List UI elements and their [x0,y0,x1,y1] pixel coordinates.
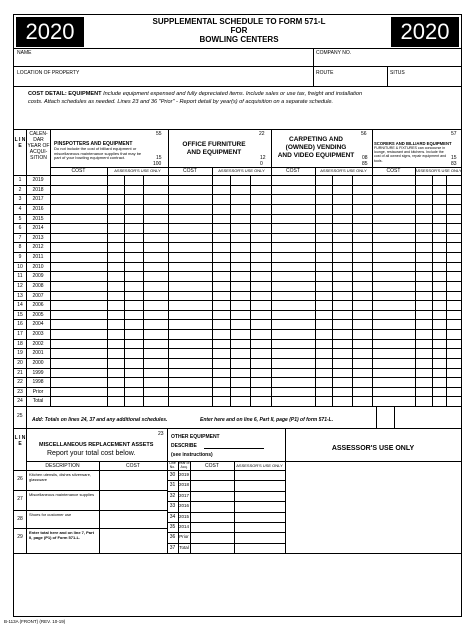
misc-description-label: DESCRIPTION [45,463,80,469]
row-year: 2007 [32,292,44,299]
cost-field-col3[interactable] [272,186,315,195]
cost-field-col4[interactable] [373,340,415,349]
other-cost-field[interactable] [191,492,233,501]
cost-field-col1[interactable] [51,186,107,195]
cost-field-col1[interactable] [51,195,107,204]
col1-num-bot1: 15 [156,155,162,161]
col2-num-bot2: 0 [260,161,263,167]
other-line-number: 34 [169,513,176,520]
col2-assessor-label: ASSESSOR'S USE ONLY [218,168,265,173]
cost-field-col4[interactable] [373,263,415,272]
row-line-number: 10 [17,263,23,270]
row-year: 2018 [32,186,44,193]
cost-field-col2[interactable] [169,234,212,243]
row-line-number: 21 [17,369,23,376]
other-cost-label: COST [205,463,219,469]
row-line-number: 18 [17,340,23,347]
row-line-number: 2 [18,186,22,193]
row-line-number: 6 [18,225,22,232]
other-cost-field[interactable] [191,544,233,553]
misc-cost-field[interactable] [100,529,166,552]
misc-subtitle: Report your total cost below. [47,450,136,457]
name-label: NAME [17,50,32,56]
misc-line-header: L I N E [14,435,26,447]
cost-field-col3[interactable] [272,243,315,252]
cost-detail [28,90,458,106]
year-header: CALEN- DAR YEAR OF ACQUI- SITION [27,131,50,161]
misc-description: Shoes for customer use [29,512,72,517]
cost-field-col3[interactable] [272,292,315,301]
cost-field-col3[interactable] [272,215,315,224]
row-year: 2006 [32,302,44,309]
col4-note: FURNITURE & FIXTURES can concourse in lounge, restaurant and kitchens. Include the cost of all owned signs, repair equipment and tools. [374,146,447,163]
cost-field-col4[interactable] [373,176,415,185]
route-label: ROUTE [316,70,334,76]
col3-title-1: CARPETING AND [289,136,343,143]
col3-num-top: 56 [361,131,367,137]
cost-field-col4[interactable] [373,378,415,387]
cost-field-col3[interactable] [272,272,315,281]
other-line-label: Line No. [169,461,176,469]
col3-num-bot2: 85 [362,161,368,167]
cost-field-col3[interactable] [272,205,315,214]
cost-field-col4[interactable] [373,301,415,310]
col2-num-bot1: 12 [260,155,266,161]
cost-field-col3[interactable] [272,224,315,233]
company-no-label: COMPANY NO. [316,50,352,56]
cost-detail-text-2: costs. Attach schedules as needed. Lines 23 and 36 "Prior" - Report detail by year(s) of acquisition on a separate schedule. [28,99,334,105]
name-field[interactable] [14,55,313,66]
cost-field-col1[interactable] [51,263,107,272]
cost-field-col1[interactable] [51,243,107,252]
col3-cost-label: COST [286,168,300,174]
cost-field-col1[interactable] [51,340,107,349]
cost-field-col4[interactable] [373,243,415,252]
row-line-number: 17 [17,331,23,337]
row-line-number: 7 [18,234,22,241]
cost-field-col3[interactable] [272,234,315,243]
cost-field-col2[interactable] [169,215,212,224]
describe-label: DESCRIBE [171,443,197,449]
see-instructions: (see instructions) [171,452,213,458]
cost-field-col4[interactable] [373,320,415,329]
cost-field-col4[interactable] [373,205,415,214]
cost-field-col4[interactable] [373,330,415,339]
row-line-number: 19 [17,350,23,357]
cost-field-col4[interactable] [373,272,415,281]
cost-field-col3[interactable] [272,340,315,349]
cost-field-col4[interactable] [373,369,415,378]
cost-field-col4[interactable] [373,349,415,358]
row-year: 2017 [32,196,44,203]
cost-field-col3[interactable] [272,301,315,310]
other-line-number: 31 [169,482,176,489]
col3-title-2: (OWNED) VENDING [285,144,347,151]
row-line-number: 11 [17,273,23,280]
cost-field-col1[interactable] [51,253,107,262]
line-25-text-2: Enter here and on line 6, Part II, page (P1) of form 571-L. [200,417,334,423]
col2-cost-label: COST [183,168,197,174]
cost-field-col3[interactable] [272,397,315,406]
cost-field-col3[interactable] [272,282,315,291]
cost-field-col1[interactable] [51,292,107,301]
col1-title: PINSPOTTERS AND EQUIPMENT [54,141,133,147]
company-no-field[interactable] [314,55,461,66]
col2-title-2: AND EQUIPMENT [186,149,242,156]
col2-title-1: OFFICE FURNITURE [182,141,246,148]
row-line-number: 23 [17,388,23,395]
cost-field-col3[interactable] [272,263,315,272]
row-line-number: 13 [17,292,23,299]
location-label: LOCATION OF PROPERTY [17,70,80,76]
misc-description: Kitchen utensils, dishes silverware, glassware [29,472,92,482]
cost-field-col3[interactable] [272,330,315,339]
row-line-number: 9 [18,254,22,260]
row-year: 2009 [32,273,44,280]
other-year: 2017 [178,492,189,498]
other-line-number: 36 [169,534,176,541]
cost-field-col3[interactable] [272,388,315,397]
form-page [13,14,462,617]
other-year: 2015 [178,513,189,519]
other-year-label: Year of Acq. [178,461,190,469]
cost-field-col2[interactable] [169,272,212,281]
cost-field-col4[interactable] [373,195,415,204]
col2-num-top: 22 [259,131,265,137]
row-year: 2019 [32,177,44,183]
cost-field-col3[interactable] [272,320,315,329]
year-right: 2020 [391,17,459,47]
misc-line-number: 29 [17,534,23,540]
row-line-number: 4 [18,205,22,212]
row-year: 2011 [32,254,44,260]
misc-line-number: 26 [17,476,23,482]
cost-field-col1[interactable] [51,224,107,233]
route-field[interactable] [314,76,387,86]
row-line-number: 20 [17,359,23,366]
other-equipment-title: OTHER EQUIPMENT [171,434,220,440]
row-year: 2013 [32,234,44,241]
row-line-number: 1 [18,177,22,183]
cost-field-col4[interactable] [373,359,415,368]
other-cost-field[interactable] [191,471,233,480]
cost-field-col1[interactable] [51,388,107,397]
describe-field[interactable] [204,441,264,448]
cost-field-col1[interactable] [51,205,107,214]
title-line-1: SUPPLEMENTAL SCHEDULE TO FORM 571-L [152,17,326,26]
cost-field-col3[interactable] [272,311,315,320]
cost-field-col1[interactable] [51,330,107,339]
row-line-number: 15 [17,311,23,318]
col3-title [272,136,360,160]
cost-field-col2[interactable] [169,388,212,397]
other-line-number: 33 [169,503,176,510]
cost-field-col2[interactable] [169,397,212,406]
cost-field-col2[interactable] [169,320,212,329]
cost-field-col2[interactable] [169,263,212,272]
row-year: 2014 [32,225,44,232]
title-line-3: BOWLING CENTERS [199,35,279,44]
cost-field-col1[interactable] [51,282,107,291]
cost-field-col3[interactable] [272,378,315,387]
other-cost-field[interactable] [191,481,233,490]
row-year: 1998 [32,379,44,386]
other-year: 2019 [178,472,189,477]
cost-field-col1[interactable] [51,176,107,185]
cost-field-col4[interactable] [373,397,415,406]
situs-field[interactable] [388,76,461,86]
row-line-number: 24 [17,398,23,405]
cost-field-col4[interactable] [373,234,415,243]
misc-cost-field[interactable] [100,511,166,527]
row-year: 2002 [32,340,44,347]
cost-field-col1[interactable] [51,301,107,310]
col1-cost-label: COST [71,168,86,174]
cost-field-col2[interactable] [169,369,212,378]
cost-field-col2[interactable] [169,311,212,320]
cost-field-col3[interactable] [272,359,315,368]
misc-line-number: 27 [17,496,23,502]
misc-line-number: 28 [17,516,23,522]
cost-field-col2[interactable] [169,292,212,301]
title-line-2: FOR [230,26,248,35]
cost-field-col3[interactable] [272,349,315,358]
row-line-number: 3 [18,196,22,203]
other-cost-field[interactable] [191,513,233,522]
row-line-number: 22 [17,379,23,386]
other-year: 2016 [178,503,189,509]
row-year: 2012 [32,244,44,251]
misc-cost-label: COST [126,463,140,469]
cost-field-col2[interactable] [169,176,212,185]
cost-field-col2[interactable] [169,243,212,252]
cost-field-col1[interactable] [51,369,107,378]
cost-field-col2[interactable] [169,224,212,233]
cost-field-col2[interactable] [169,195,212,204]
cost-field-col3[interactable] [272,176,315,185]
cost-field-col1[interactable] [51,378,107,387]
cost-field-col3[interactable] [272,195,315,204]
line-25-total-field[interactable] [376,407,461,428]
year-left: 2020 [16,17,84,47]
row-year: 2003 [32,331,44,337]
cost-field-col4[interactable] [373,311,415,320]
row-year: 2001 [32,350,44,357]
cost-field-col1[interactable] [51,215,107,224]
cost-field-col1[interactable] [51,311,107,320]
other-assessor-label: ASSESSOR'S USE ONLY [236,463,283,468]
col2-title [170,141,258,157]
col3-assessor-label: ASSESSOR'S USE ONLY [320,168,367,173]
cost-detail-text-1: Include equipment expensed and fully depreciated items. Include sales or use tax, freight and installation [103,91,363,97]
cost-field-col2[interactable] [169,282,212,291]
col3-num-bot1: 08 [362,155,368,161]
row-line-number: 8 [18,244,22,251]
row-year: Prior [32,388,44,395]
cost-field-col4[interactable] [373,186,415,195]
cost-field-col4[interactable] [373,282,415,291]
cost-field-col1[interactable] [51,320,107,329]
cost-field-col2[interactable] [169,301,212,310]
line-25-text-1: Add: Totals on lines 24, 37 and any additional schedules. [32,417,168,423]
cost-field-col2[interactable] [169,340,212,349]
row-year: 2016 [32,205,44,212]
row-year: 2000 [32,359,44,366]
col1-num-top: 55 [156,131,162,137]
cost-field-col2[interactable] [169,253,212,262]
cost-field-col1[interactable] [51,272,107,281]
col4-assessor-label: ASSESSOR'S USE ONLY [415,168,462,173]
cost-detail-heading: COST DETAIL: EQUIPMENT [28,91,102,97]
col1-num-bot2: 100 [153,161,162,167]
row-year: 2010 [32,263,44,270]
cost-field-col2[interactable] [169,205,212,214]
other-line-number: 37 [169,544,176,551]
other-line-number: 30 [169,472,176,478]
cost-field-col2[interactable] [169,186,212,195]
row-line-number: 16 [17,321,23,328]
cost-field-col3[interactable] [272,369,315,378]
misc-title: MISCELLANEOUS REPLACEMENT ASSETS [39,442,154,448]
misc-description: Enter total here and on line 7, Part II, page (P1) of Form 571-L. [29,530,94,540]
row-line-number: 12 [17,282,23,289]
col4-num-top: 57 [451,131,457,137]
other-cost-field[interactable] [191,502,233,511]
cost-field-col1[interactable] [51,349,107,358]
cost-field-col1[interactable] [51,397,107,406]
col4-num-bot1: 15 [451,155,457,161]
location-field[interactable] [14,76,313,86]
misc-cost-field[interactable] [100,491,166,509]
misc-description: Miscellaneous maintenance supplies [29,492,95,497]
col4-title: SCORERS AND BILLIARD EQUIPMENT [374,141,452,146]
form-title [114,17,364,44]
other-line-number: 32 [169,492,176,499]
cost-field-col2[interactable] [169,349,212,358]
cost-field-col4[interactable] [373,253,415,262]
cost-field-col4[interactable] [373,388,415,397]
cost-field-col3[interactable] [272,253,315,262]
row-year: 2015 [32,215,44,222]
other-line-number: 35 [169,523,176,530]
other-year: 2014 [178,523,189,529]
cost-field-col4[interactable] [373,292,415,301]
assessor-use-only-heading: ASSESSOR'S USE ONLY [331,445,415,452]
cost-field-col2[interactable] [169,378,212,387]
misc-num: 23 [158,431,164,437]
other-year: Total [179,544,189,550]
row-year: 2008 [32,282,44,289]
row-year: Total [32,398,44,405]
col4-num-bot2: 83 [451,161,457,167]
row-line-number: 5 [18,215,22,222]
row-year: 1999 [32,369,44,376]
line-header: L I N E [14,137,26,149]
col1-note: Do not include the cost of billiard equipment or miscellaneous maintenance supplies that may be part of your bowling equipment contract. [54,146,142,160]
other-cost-field[interactable] [191,533,233,542]
col1-assessor-label: ASSESSOR'S USE ONLY [114,168,161,173]
misc-cost-field[interactable] [100,471,166,489]
situs-label: SITUS [390,70,405,76]
row-year: 2004 [32,321,44,328]
other-year: 2018 [178,482,189,488]
row-line-number: 14 [17,302,23,309]
form-footer: B-113A (FRONT) (REV. 10-19) [4,619,66,624]
cost-field-col4[interactable] [373,215,415,224]
col3-title-3: AND VIDEO EQUIPMENT [277,152,355,159]
other-cost-field[interactable] [191,523,233,532]
cost-field-col1[interactable] [51,234,107,243]
row-year: 2005 [32,311,44,318]
cost-field-col2[interactable] [169,359,212,368]
cost-field-col1[interactable] [51,359,107,368]
cost-field-col2[interactable] [169,330,212,339]
line-25-num: 25 [17,413,23,419]
cost-field-col4[interactable] [373,224,415,233]
other-year: Prior [179,534,189,540]
col4-cost-label: COST [386,168,401,174]
